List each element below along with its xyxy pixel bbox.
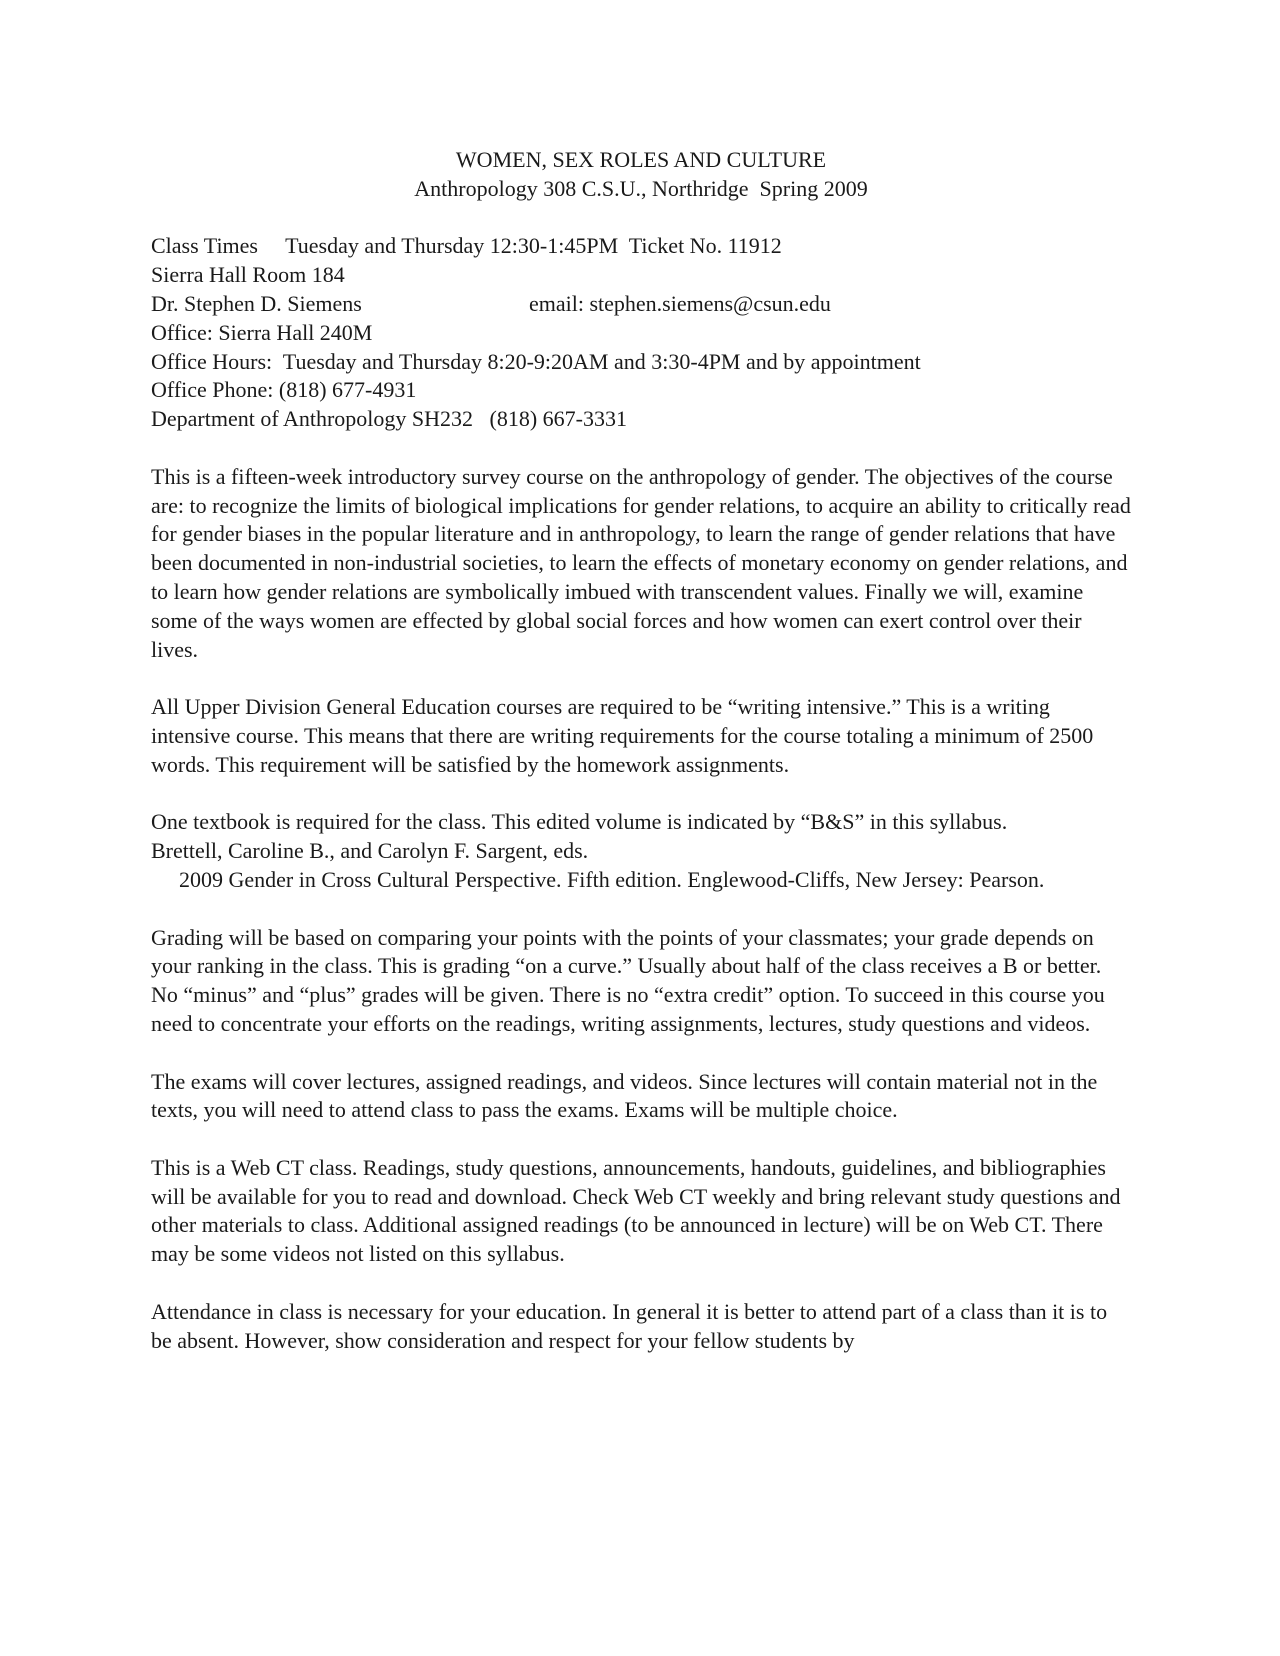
- spacer: [151, 204, 1131, 233]
- course-title: WOMEN, SEX ROLES AND CULTURE: [455, 147, 827, 172]
- syllabus-page: [151, 146, 1131, 1384]
- grading-paragraph: Grading will be based on comparing your points with the points of your classmates; your grade depends on your ranking in the class. This is grading “on a curve.” Usually about half of the class receives a B or better. No “minus” and “plus” grades will be given. There is no “extra credit” option. To succeed in this course you need to concentrate your efforts on the readings, writing assignments, lectures, study questions and videos.: [151, 924, 1105, 1036]
- webct-paragraph: This is a Web CT class. Readings, study questions, announcements, handouts, guidelines, and bibliographies will be available for you to read and download. Check Web CT weekly and bring relevant study questions and other materials to class. Additional assigned readings (to be announced in lecture) will be on Web CT. There may be some videos not listed on this syllabus.: [151, 1154, 1121, 1267]
- attendance-paragraph: Attendance in class is necessary for your education. In general it is better to attend part of a class than it is to be absent. However, show consideration and respect for your fellow students by: [151, 1298, 1108, 1353]
- textbook-block: [151, 808, 1131, 894]
- office-line: Office: Sierra Hall 240M: [151, 319, 373, 345]
- course-subtitle: Anthropology 308 C.S.U., Northridge Spring 2009: [414, 175, 868, 201]
- instructor-email: email: stephen.siemens@csun.edu: [529, 290, 831, 316]
- instructor-name: Dr. Stephen D. Siemens: [151, 290, 362, 316]
- department-line: Department of Anthropology SH232 (818) 667-3331: [151, 406, 627, 432]
- objectives-paragraph: This is a fifteen-week introductory survey course on the anthropology of gender. The objectives of the course are: to recognize the limits of biological implications for gender relations, to acquire an ability to critically read for gender biases in the popular literature and in anthropology, to learn the range of gender relations that have been documented in non-industrial societies, to learn the effects of monetary economy on gender relations, and to learn how gender relations are symbolically imbued with transcendent values. Finally we will, examine some of the ways women are effected by global social forces and how women can exert control over their lives.: [151, 463, 1131, 662]
- instructor-line: [151, 290, 1131, 319]
- room-line: Sierra Hall Room 184: [151, 262, 345, 288]
- office-phone-line: Office Phone: (818) 677-4931: [151, 377, 417, 403]
- textbook-entry: 2009 Gender in Cross Cultural Perspective. Fifth edition. Englewood-Cliffs, New Jersey: Pearson.: [179, 866, 1045, 892]
- office-hours-line: Office Hours: Tuesday and Thursday 8:20-9:20AM and 3:30-4PM and by appointment: [151, 348, 921, 374]
- textbook-intro: One textbook is required for the class. This edited volume is indicated by “B&S” in this syllabus.: [151, 809, 1008, 835]
- textbook-authors: Brettell, Caroline B., and Carolyn F. Sargent, eds.: [151, 838, 589, 864]
- writing-intensive-paragraph: All Upper Division General Education courses are required to be “writing intensive.” This is a writing intensive course. This means that there are writing requirements for the course totaling a minimum of 2500 words. This requirement will be satisfied by the homework assignments.: [151, 694, 1094, 777]
- exams-paragraph: The exams will cover lectures, assigned readings, and videos. Since lectures will contain material not in the texts, you will need to attend class to pass the exams. Exams will be multiple choice.: [151, 1068, 1098, 1123]
- class-times-line: Class Times Tuesday and Thursday 12:30-1:45PM Ticket No. 11912: [151, 233, 782, 259]
- course-info-block: [151, 232, 1131, 434]
- spacer: [151, 434, 1131, 463]
